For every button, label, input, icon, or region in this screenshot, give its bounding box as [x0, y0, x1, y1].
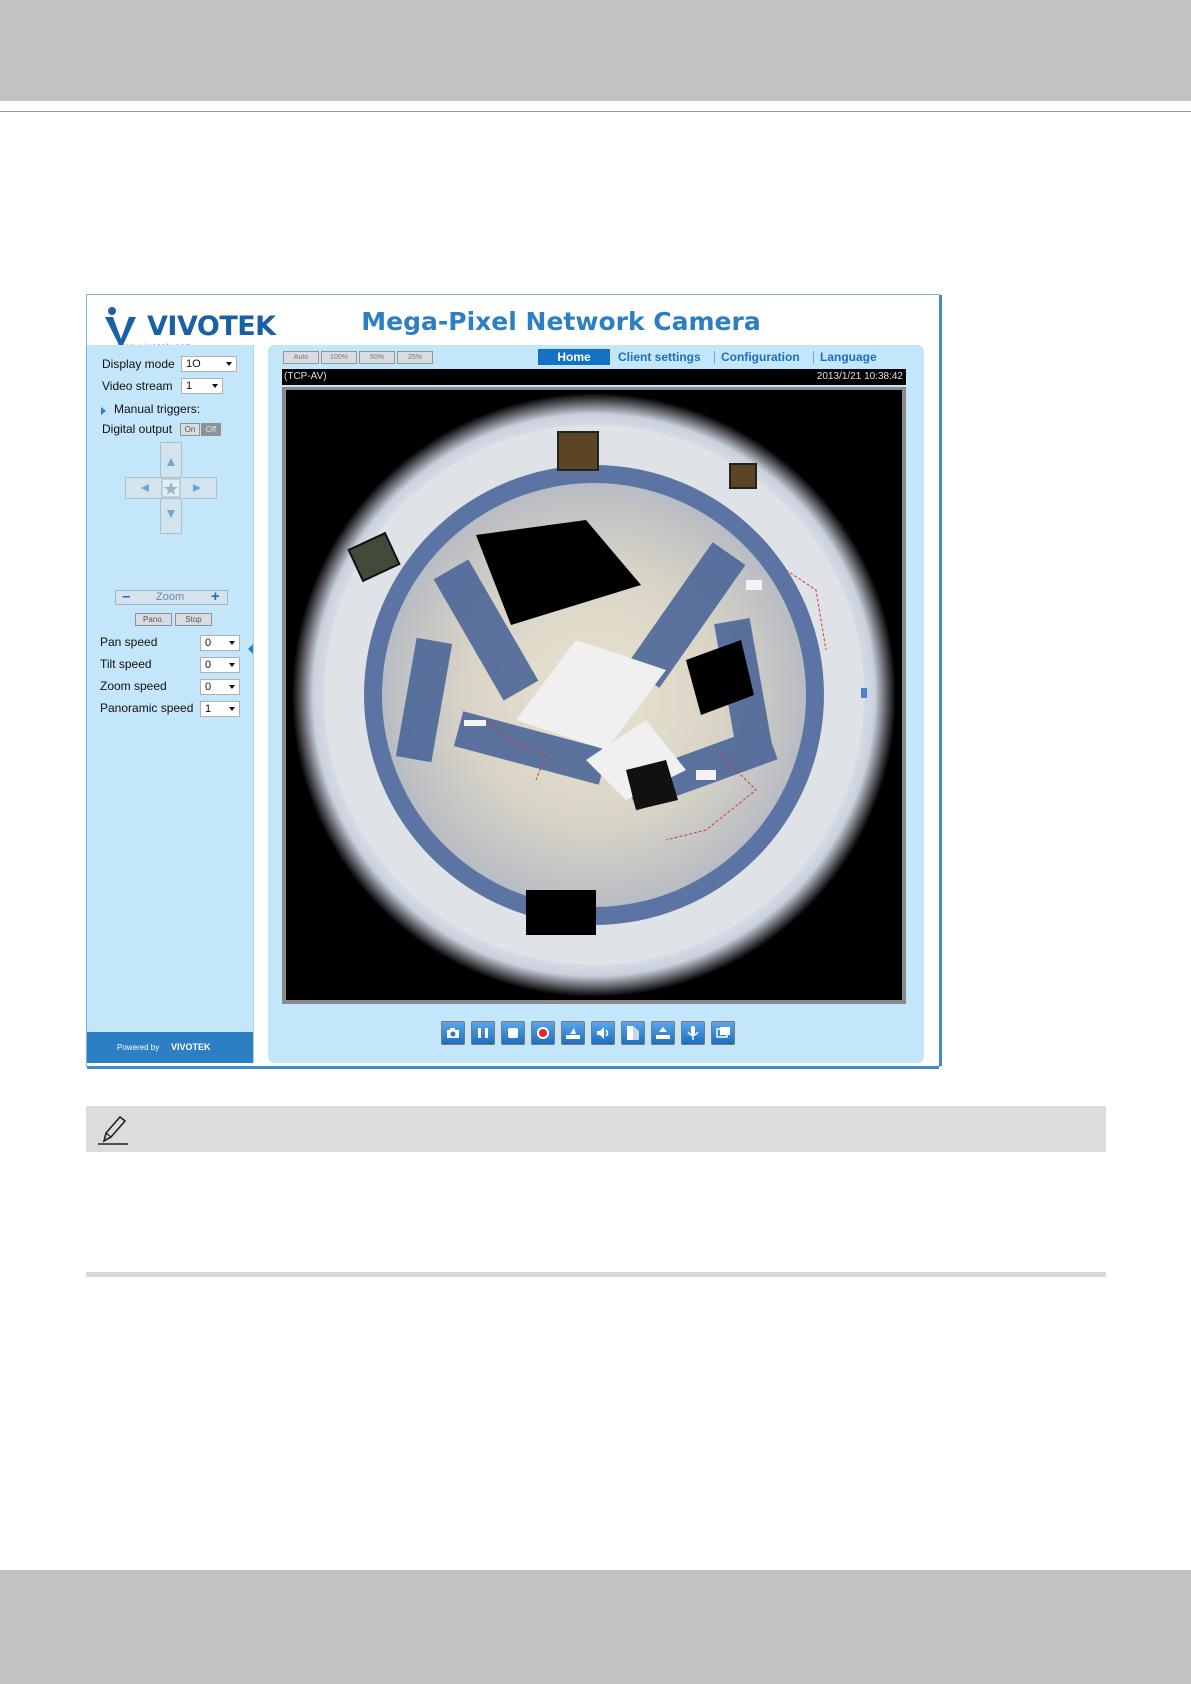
panoramic-speed-select[interactable]: [200, 701, 240, 717]
stop-button[interactable]: Stop: [175, 613, 212, 626]
tilt-speed-select[interactable]: [200, 657, 240, 673]
display-mode-select[interactable]: [181, 356, 237, 372]
digital-output-off-button[interactable]: Off: [201, 423, 221, 436]
video-status-bar: [282, 369, 906, 385]
nav-language[interactable]: Language: [820, 350, 877, 364]
tilt-speed-label: Tilt speed: [100, 657, 152, 671]
zoom-out-button[interactable]: –: [122, 588, 131, 605]
note-bar: [86, 1106, 1106, 1152]
panoramic-speed-label: Panoramic speed: [100, 701, 194, 715]
frame-edge: [939, 295, 942, 1066]
speaker-icon[interactable]: [591, 1021, 615, 1045]
pause-icon[interactable]: [471, 1021, 495, 1045]
header-rule: [0, 111, 1191, 112]
chevron-down-icon: [229, 707, 235, 711]
collapse-panel-icon[interactable]: [248, 644, 253, 654]
zoom-speed-select[interactable]: [200, 679, 240, 695]
page-header-band: [0, 0, 1191, 101]
size-auto-button[interactable]: Auto: [283, 351, 319, 364]
camera-screenshot: [86, 294, 940, 1067]
size-50-button[interactable]: 50%: [359, 351, 395, 364]
powered-brand: VIVOTEK: [171, 1042, 211, 1052]
nav-home-tab[interactable]: Home: [538, 349, 610, 365]
page-footer-band: [0, 1570, 1191, 1684]
stream-protocol: (TCP-AV): [284, 371, 327, 382]
nav-divider: [714, 351, 715, 364]
nav-client-settings[interactable]: Client settings: [618, 350, 701, 364]
video-timestamp: 2013/1/21 10:38:42: [816, 371, 903, 382]
panoramic-speed-value: 1: [205, 703, 212, 715]
chevron-down-icon: [229, 641, 235, 645]
logo-mark-icon: [103, 305, 137, 345]
pano-button[interactable]: Pano.: [135, 613, 172, 626]
talk-icon[interactable]: [651, 1021, 675, 1045]
live-video[interactable]: [286, 390, 902, 1000]
left-control-panel: [87, 345, 254, 1063]
live-video-frame[interactable]: [282, 387, 906, 1004]
nav-divider: [813, 351, 814, 364]
zoom-speed-label: Zoom speed: [100, 679, 167, 693]
ptz-arrows-icon[interactable]: [125, 442, 217, 534]
zoom-label: Zoom: [156, 591, 185, 603]
brand-name: VIVOTEK: [147, 311, 276, 342]
stop-icon[interactable]: [501, 1021, 525, 1045]
section-divider: [86, 1272, 1106, 1277]
fullscreen-icon[interactable]: [711, 1021, 735, 1045]
video-panel: [268, 345, 924, 1063]
nav-configuration[interactable]: Configuration: [721, 350, 800, 364]
frame-edge: [87, 1066, 939, 1069]
size-100-button[interactable]: 100%: [321, 351, 357, 364]
chevron-down-icon: [212, 384, 218, 388]
chevron-down-icon: [226, 362, 232, 366]
powered-by-label: Powered by: [117, 1043, 160, 1052]
camera-title: Mega-Pixel Network Camera: [361, 307, 761, 336]
pan-speed-label: Pan speed: [100, 635, 158, 649]
size-25-button[interactable]: 25%: [397, 351, 433, 364]
digital-output-label: Digital output: [102, 422, 173, 436]
zoom-in-button[interactable]: +: [211, 588, 220, 605]
chevron-down-icon: [229, 663, 235, 667]
pan-speed-select[interactable]: [200, 635, 240, 651]
pencil-icon: [94, 1111, 130, 1147]
chevron-down-icon: [229, 685, 235, 689]
tilt-speed-value: 0: [205, 659, 212, 671]
volume-icon[interactable]: [561, 1021, 585, 1045]
digital-output-on-button[interactable]: On: [180, 423, 200, 436]
manual-triggers-label: Manual triggers:: [114, 402, 201, 416]
snapshot-icon[interactable]: [441, 1021, 465, 1045]
display-mode-value: 1O: [186, 358, 201, 370]
video-stream-value: 1: [186, 380, 193, 392]
mute-icon[interactable]: [621, 1021, 645, 1045]
display-mode-label: Display mode: [102, 357, 175, 371]
zoom-speed-value: 0: [205, 681, 212, 693]
video-stream-label: Video stream: [102, 379, 173, 393]
video-stream-select[interactable]: [181, 378, 223, 394]
microphone-icon[interactable]: [681, 1021, 705, 1045]
fisheye-view-image: [286, 390, 902, 1000]
expand-triangle-icon[interactable]: [101, 407, 106, 415]
pan-speed-value: 0: [205, 637, 212, 649]
record-icon[interactable]: [531, 1021, 555, 1045]
zoom-control: [115, 590, 228, 605]
powered-by-footer: [87, 1032, 253, 1063]
